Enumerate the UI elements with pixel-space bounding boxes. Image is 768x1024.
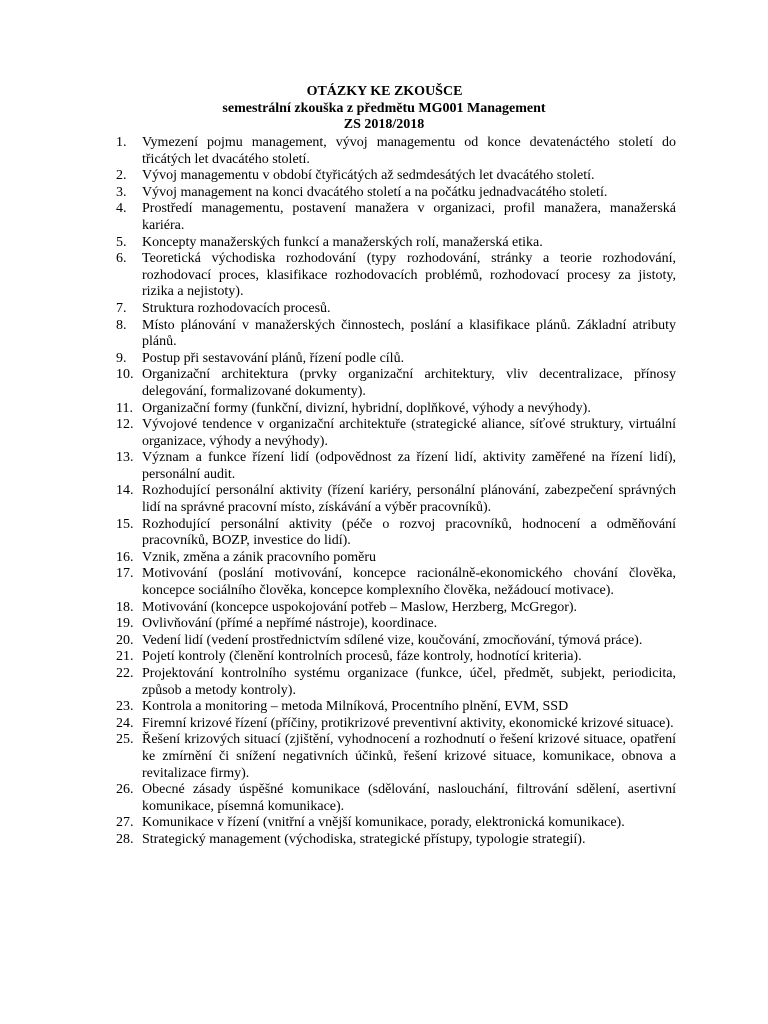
question-number: 14. [116, 483, 134, 499]
question-number: 27. [116, 815, 134, 831]
question-text: Vedení lidí (vedení prostřednictvím sdílené vize, koučování, zmocňování, týmová práce). [142, 632, 643, 648]
question-text: Teoretická východiska rozhodování (typy rozhodování, stránky a teorie rozhodování, rozhodovací proces, klasifikace rozhodovacích problémů, rozhodovací procesy za jistoty, rizika a nejistoty). [142, 251, 676, 300]
question-number: 1. [116, 135, 127, 150]
question-text: Místo plánování v manažerských činnostech, poslání a klasifikace plánů. Základní atributy plánů. [142, 317, 676, 350]
question-number: 4. [116, 201, 127, 217]
question-text: Obecné zásady úspěšné komunikace (sdělování, naslouchání, filtrování sdělení, asertivní komunikace, písemná komunikace). [142, 782, 676, 814]
question-text: Koncepty manažerských funkcí a manažerských rolí, manažerská etika. [142, 234, 543, 250]
question-number: 25. [116, 732, 134, 748]
question-number: 2. [116, 168, 127, 184]
question-item [0, 351, 768, 368]
question-text: Organizační formy (funkční, divizní, hybridní, doplňkové, výhody a nevýhody). [142, 400, 591, 416]
question-number: 12. [116, 417, 134, 433]
question-text: Pojetí kontroly (členění kontrolních procesů, fáze kontroly, hodnotící kriteria). [142, 649, 582, 665]
question-text: Projektování kontrolního systému organizace (funkce, účel, předmět, subjekt, periodicita, způsob a metody kontroly). [142, 666, 676, 698]
question-item [0, 318, 768, 351]
question-item [0, 251, 768, 301]
question-number: 9. [116, 350, 127, 366]
question-item [0, 666, 768, 699]
question-item [0, 550, 768, 567]
question-number: 8. [116, 317, 127, 333]
question-item [0, 301, 768, 318]
question-number: 17. [116, 566, 134, 582]
question-item [0, 616, 768, 633]
question-item [0, 168, 768, 185]
document-subtitle: semestrální zkouška z předmětu MG001 Management [222, 100, 546, 116]
question-number: 16. [116, 549, 134, 565]
question-text: Organizační architektura (prvky organizační architektury, vliv decentralizace, přínosy delegování, formalizované dokumenty). [142, 367, 676, 399]
question-text: Ovlivňování (přímé a nepřímé nástroje), koordinace. [142, 616, 438, 632]
question-number: 23. [116, 699, 134, 715]
question-text: Motivování (poslání motivování, koncepce racionálně-ekonomického chování člověka, koncepce sociálního člověka, koncepce komplexního člověka, nežádoucí motivace). [142, 566, 676, 599]
question-item [0, 401, 768, 418]
question-text: Rozhodující personální aktivity (péče o rozvoj pracovníků, hodnocení a odměňování pracovníků, BOZP, investice do lidí). [142, 516, 676, 549]
question-text: Postup při sestavování plánů, řízení podle cílů. [142, 350, 405, 366]
question-item [0, 716, 768, 733]
question-text: Řešení krizových situací (zjištění, vyhodnocení a rozhodnutí o řešení krizové situace, opatření ke zmírnění či snížení negativních účinků, řešení krizové situace, komunikace, obnova a revitalizace firmy). [142, 732, 676, 781]
question-text: Kontrola a monitoring – metoda Milníková, Procentního plnění, EVM, SSD [142, 699, 569, 715]
question-item [0, 633, 768, 650]
question-number: 19. [116, 616, 134, 632]
question-text: Vývoj managementu v období čtyřicátých až sedmdesátých let dvacátého století. [142, 168, 595, 184]
question-text: Rozhodující personální aktivity (řízení kariéry, personální plánování, zabezpečení správných lidí na správné pracovní místo, získávání a výběr pracovníků). [142, 483, 676, 516]
question-item [0, 135, 768, 168]
question-number: 28. [116, 831, 134, 847]
question-text: Prostředí managementu, postavení manažera v organizaci, profil manažera, manažerská kariéra. [142, 201, 676, 233]
question-item [0, 832, 768, 849]
question-item [0, 600, 768, 617]
document-term: ZS 2018/2018 [343, 117, 425, 132]
question-list [0, 135, 768, 849]
question-number: 7. [116, 300, 127, 316]
question-item [0, 201, 768, 234]
question-text: Vývojové tendence v organizační architektuře (strategické aliance, síťové struktury, virtuální organizace, výhody a nevýhody). [142, 417, 676, 449]
question-item [0, 235, 768, 252]
question-item [0, 699, 768, 716]
question-number: 18. [116, 599, 134, 615]
document-header [0, 84, 768, 134]
question-item [0, 417, 768, 450]
question-number: 22. [116, 666, 134, 681]
question-text: Strategický management (východiska, strategické přístupy, typologie strategií). [142, 831, 586, 847]
question-text: Význam a funkce řízení lidí (odpovědnost za řízení lidí, aktivity zaměřené na řízení lidí), personální audit. [142, 450, 676, 482]
question-number: 20. [116, 632, 134, 648]
question-text: Motivování (koncepce uspokojování potřeb – Maslow, Herzberg, McGregor). [142, 599, 578, 615]
question-item [0, 450, 768, 483]
question-number: 15. [116, 516, 134, 532]
question-item [0, 649, 768, 666]
question-item [0, 732, 768, 782]
question-item [0, 483, 768, 516]
question-item [0, 367, 768, 400]
question-number: 21. [116, 649, 134, 665]
question-item [0, 517, 768, 550]
question-number: 6. [116, 251, 127, 267]
question-text: Vymezení pojmu management, vývoj managementu od konce devatenáctého století do třicátých let dvacátého století. [142, 135, 676, 167]
question-number: 10. [116, 367, 134, 383]
question-item [0, 782, 768, 815]
question-number: 11. [116, 400, 133, 416]
question-number: 5. [116, 234, 127, 250]
question-text: Vznik, změna a zánik pracovního poměru [142, 549, 377, 565]
question-item [0, 815, 768, 832]
question-number: 3. [116, 184, 127, 200]
document-title: OTÁZKY KE ZKOUŠCE [306, 84, 463, 99]
question-item [0, 566, 768, 599]
question-text: Firemní krizové řízení (příčiny, protikrizové preventivní aktivity, ekonomické krizové situace). [142, 715, 674, 731]
question-text: Struktura rozhodovacích procesů. [142, 300, 331, 316]
question-text: Vývoj management na konci dvacátého století a na počátku jednadvacátého století. [142, 184, 608, 200]
question-item [0, 185, 768, 202]
question-number: 24. [116, 715, 134, 731]
question-text: Komunikace v řízení (vnitřní a vnější komunikace, porady, elektronická komunikace). [142, 815, 625, 831]
question-number: 26. [116, 782, 134, 798]
question-number: 13. [116, 450, 134, 466]
